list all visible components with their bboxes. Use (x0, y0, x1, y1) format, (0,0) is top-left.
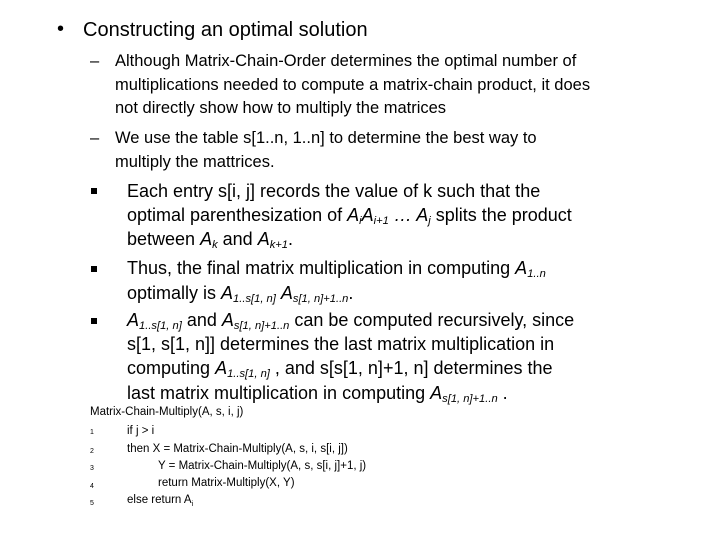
item1-line-2: optimal parenthesization of $A_iA_{i+1}$ … $A_j$ splits the product (127, 205, 572, 227)
square-bullet-icon (91, 266, 97, 272)
sub2-line-1: We use the table s[1..n, 1..n] to determine the best way to (115, 129, 537, 147)
sub1-line-1: Although Matrix-Chain-Order determines the optimal number of (115, 52, 577, 70)
heading-bullet: • (57, 18, 65, 40)
sub1-dash: – (90, 52, 100, 70)
item1-line-1: Each entry s[i, j] records the value of k such that the (127, 181, 541, 201)
item3-line-3: computing $A_{1..s[1, n]}$ , and s[s[1, n]+1, n] determines the (127, 358, 553, 380)
item2-line-1: Thus, the final matrix multiplication in computing $A_{1..n}$ (127, 258, 546, 280)
item2-line-2: optimally is $A_{1..s[1, n]}$ $A_{s[1, n]+1..n}$. (127, 283, 354, 305)
square-bullet-icon (91, 318, 97, 324)
sub2-dash: – (90, 129, 100, 147)
code-line: Y = Matrix-Chain-Multiply(A, s, s[i, j]+1, j) (158, 460, 367, 472)
code-line-number: 4 (90, 483, 94, 490)
code-header: Matrix-Chain-Multiply(A, s, i, j) (90, 406, 244, 418)
code-line-number: 1 (90, 429, 94, 436)
code-line: else return $A_i$ (127, 494, 194, 508)
item3-line-2: s[1, s[1, n]] determines the last matrix multiplication in (127, 334, 555, 354)
code-line-number: 2 (90, 448, 94, 455)
square-bullet-icon (91, 188, 97, 194)
code-line-number: 3 (90, 465, 94, 472)
sub1-line-2: multiplications needed to compute a matrix-chain product, it does (115, 76, 591, 94)
sub1-line-3: not directly show how to multiply the matrices (115, 99, 447, 117)
code-line: then X = Matrix-Chain-Multiply(A, s, i, s[i, j]) (127, 443, 348, 455)
code-line-number: 5 (90, 500, 94, 507)
item3-line-4: last matrix multiplication in computing $A_{s[1, n]+1..n}$ . (127, 383, 508, 405)
heading-title: Constructing an optimal solution (83, 19, 368, 41)
item3-line-1: $A_{1..s[1, n]}$ and $A_{s[1, n]+1..n}$ can be computed recursively, since (127, 310, 575, 332)
item1-line-3: between $A_k$ and $A_{k+1}$. (127, 229, 294, 251)
code-line: return Matrix-Multiply(X, Y) (158, 477, 295, 489)
sub2-line-2: multiply the mattrices. (115, 153, 275, 171)
code-line: if j > i (127, 425, 155, 437)
